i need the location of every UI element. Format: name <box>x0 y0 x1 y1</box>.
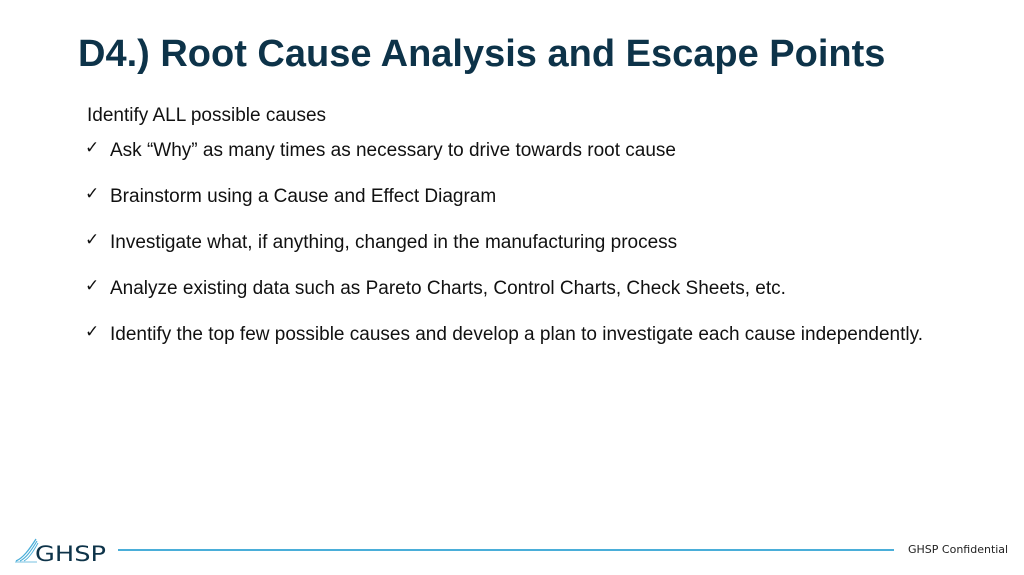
intro-text: Identify ALL possible causes <box>87 105 327 126</box>
checkmark-icon: ✓ <box>85 184 100 204</box>
bullet-text: Analyze existing data such as Pareto Charts, Control Charts, Check Sheets, etc. <box>110 278 786 299</box>
footer-divider <box>118 549 894 551</box>
bullet-text: Investigate what, if anything, changed in the manufacturing process <box>110 232 678 253</box>
checkmark-icon: ✓ <box>85 138 100 158</box>
checkmark-icon: ✓ <box>85 230 100 250</box>
bullet-text: Identify the top few possible causes and develop a plan to investigate each cause independently. <box>110 324 923 345</box>
checkmark-icon: ✓ <box>85 322 100 342</box>
checkmark-icon: ✓ <box>85 276 100 296</box>
slide-title: D4.) Root Cause Analysis and Escape Points <box>78 33 886 75</box>
bullet-text: Ask “Why” as many times as necessary to drive towards root cause <box>110 140 676 161</box>
bullet-text: Brainstorm using a Cause and Effect Diagram <box>110 186 497 207</box>
confidential-label: GHSP Confidential <box>908 543 1009 556</box>
ghsp-logo <box>14 534 110 566</box>
logo-wordmark: GHSP <box>35 542 106 566</box>
